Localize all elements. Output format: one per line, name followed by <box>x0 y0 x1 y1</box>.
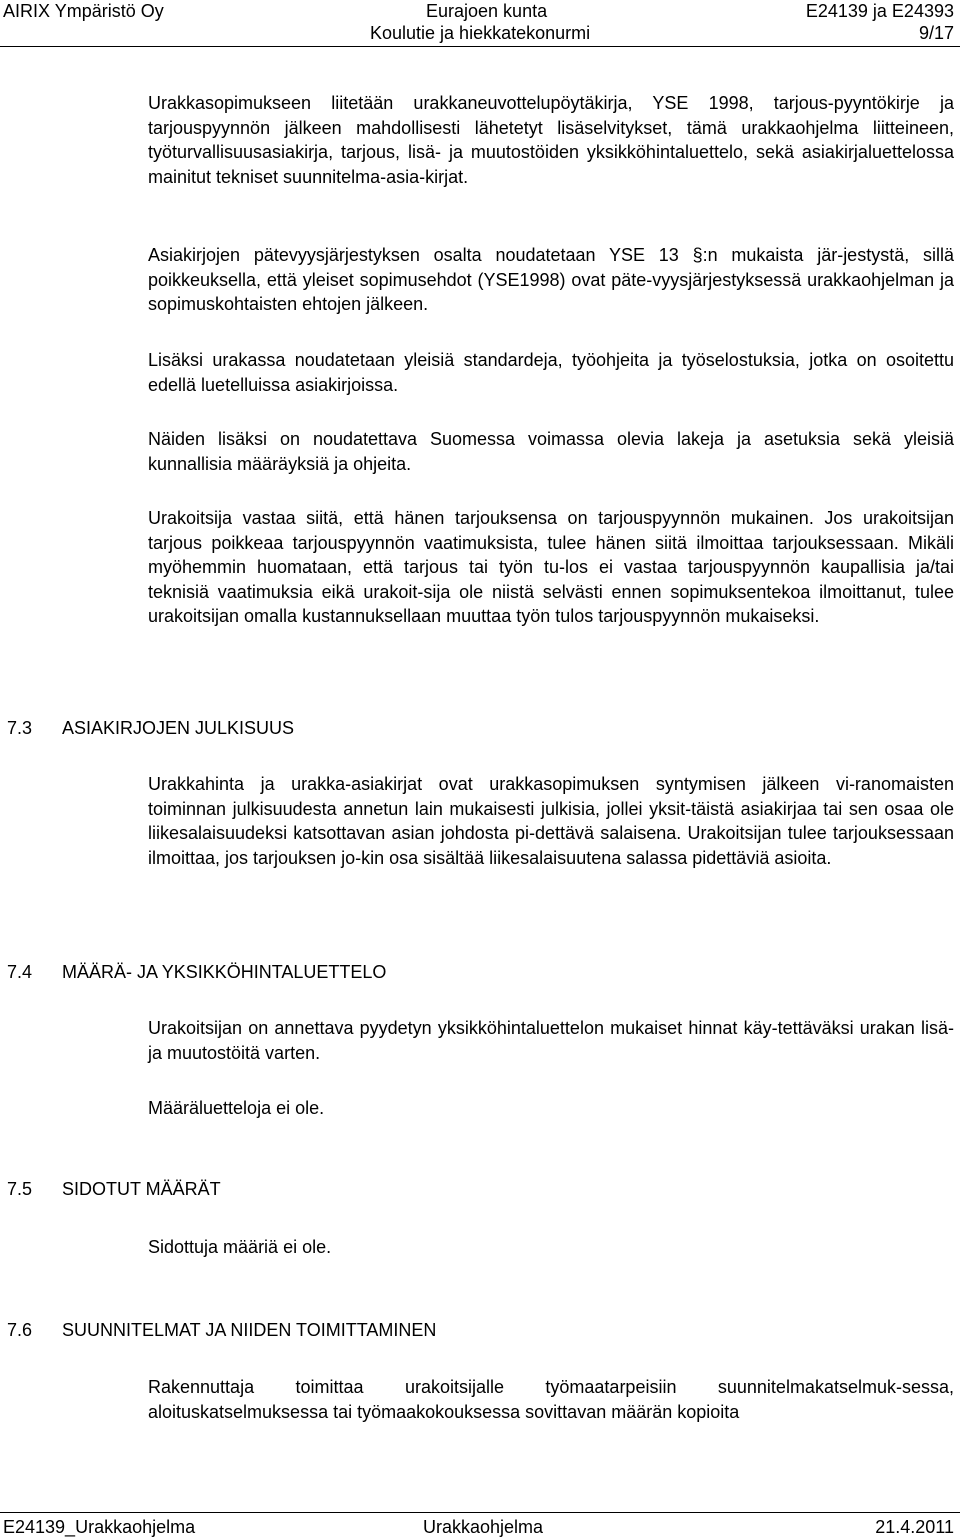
paragraph-precedence: Asiakirjojen pätevyysjärjestyksen osalta noudatetaan YSE 13 §:n mukaista jär-jestystä, sillä poikkeuksella, että yleiset sopimusehdot (YSE1998) ovat päte-vyysjärjestyksessä urakkaohjelman ja sopimuskohtaisten ehtojen jälkeen. <box>148 245 954 315</box>
section-title: SUUNNITELMAT JA NIIDEN TOIMITTAMINEN <box>62 1320 437 1340</box>
intro-block-3 <box>148 348 954 397</box>
section-body-2 <box>148 1096 954 1121</box>
header-divider <box>0 46 960 47</box>
footer-title: Urakkaohjelma <box>423 1517 544 1537</box>
header-company: AIRIX Ympäristö Oy <box>3 1 164 21</box>
header-client: Eurajoen kunta <box>426 1 548 21</box>
intro-block-4 <box>148 427 954 476</box>
header-subtitle: Koulutie ja hiekkatekonurmi <box>370 23 591 43</box>
paragraph-publicity: Urakkahinta ja urakka-asiakirjat ovat urakkasopimuksen syntymisen jälkeen vi-ranomaisten toiminnan julkisuudesta annetun lain mukaisesti julkisia, jollei yksit-täistä asiakirjaa tai sen osaa ole liikesalaisuudeksi katsottavan asian johdosta pi-dettävä salaisena. Urakoitsijan tulee tarjouksessaan ilmoittaa, jos tarjouksen jo-kin osa sisältää liikesalaisuutena salassa pidettäviä asioita. <box>148 774 954 868</box>
section-body <box>148 1235 954 1260</box>
section-number: 7.5 <box>7 1179 33 1199</box>
section-body <box>148 772 954 870</box>
header-project-codes: E24139 ja E24393 <box>805 1 954 21</box>
footer-date: 21.4.2011 <box>875 1517 954 1537</box>
intro-block-5 <box>148 506 954 629</box>
paragraph-fixed-quantities: Sidottuja määriä ei ole. <box>148 1237 332 1257</box>
intro-block <box>148 91 954 189</box>
section-number: 7.4 <box>7 962 33 982</box>
paragraph-attachments: Urakkasopimukseen liitetään urakkaneuvottelupöytäkirja, YSE 1998, tarjous-pyyntökirje ja tarjouspyynnön jälkeen mahdollisesti lähetetyt lisäselvitykset, tämä urakkaohjelma liitteineen, työturvallisuusasiakirja, tarjous, lisä- ja muutostöiden yksikköhintaluettelo, sekä asiakirjaluettelossa mainitut tekniset suunnitelma-asia-kirjat. <box>148 93 954 187</box>
paragraph-standards: Lisäksi urakassa noudatetaan yleisiä standardeja, työohjeita ja työselostuksia, jotka on osoitettu edellä luetelluissa asiakirjoissa. <box>148 350 954 395</box>
section-number: 7.6 <box>7 1320 33 1340</box>
paragraph-laws: Näiden lisäksi on noudatettava Suomessa voimassa olevia lakeja ja asetuksia sekä yleisiä kunnallisia määräyksiä ja ohjeita. <box>148 429 954 474</box>
header-page-number: 9/17 <box>918 23 954 43</box>
paragraph-quantity-lists: Määräluetteloja ei ole. <box>148 1098 325 1118</box>
paragraph-plans-delivery: Rakennuttaja toimittaa urakoitsijalle työmaatarpeisiin suunnitelmakatselmuk-sessa, aloituskatselmuksessa tai työmaakokouksessa sovittavan määrän kopioita <box>148 1377 954 1422</box>
paragraph-unit-prices: Urakoitsijan on annettava pyydetyn yksikköhintaluettelon mukaiset hinnat käy-tettäväksi urakan lisä- ja muutostöitä varten. <box>148 1018 954 1063</box>
section-title: ASIAKIRJOJEN JULKISUUS <box>62 718 295 738</box>
paragraph-contractor-responsibility: Urakoitsija vastaa siitä, että hänen tarjouksensa on tarjouspyynnön mukainen. Jos urakoitsijan tarjous poikkeaa tarjouspyynnön vaatimuksista, tulee hänen siitä ilmoittaa tarjouksessaan. Mikäli myöhemmin huomataan, että tarjous tai työn tu-los ei vastaa tarjouspyynnön kaupallisia ja/tai teknisiä vaatimuksia eikä urakoit-sija ole niistä selvästi ennen sopimuksentekoa ilmoittanut, tulee urakoitsijan omalla kustannuksellaan muuttaa työn tulos tarjouspyynnön mukaiseksi. <box>148 508 954 627</box>
section-title: MÄÄRÄ- JA YKSIKKÖHINTALUETTELO <box>62 962 387 982</box>
footer-divider <box>0 1512 960 1513</box>
footer-file: E24139_Urakkaohjelma <box>3 1517 196 1537</box>
intro-block-2 <box>148 243 954 317</box>
section-body <box>148 1375 954 1424</box>
section-number: 7.3 <box>7 718 33 738</box>
section-title: SIDOTUT MÄÄRÄT <box>62 1179 221 1199</box>
section-body <box>148 1016 954 1065</box>
